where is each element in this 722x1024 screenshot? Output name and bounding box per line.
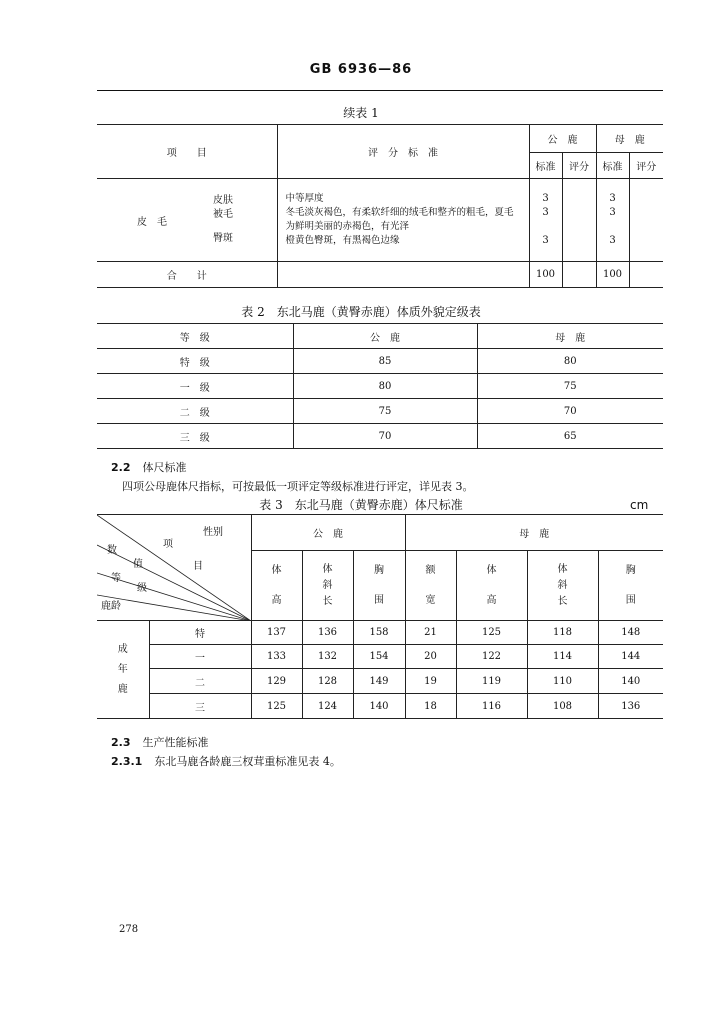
table2-female-value: 80 xyxy=(477,349,663,374)
table3-value: 125 xyxy=(251,694,302,719)
table1-value: 3 xyxy=(609,207,616,218)
table1-subitem: 皮肤 xyxy=(213,195,233,206)
table3-diagonal-header xyxy=(97,515,251,621)
table3-header-male: 公 鹿 xyxy=(251,515,405,551)
table1-female-score-cell xyxy=(629,179,663,262)
table3-value: 122 xyxy=(456,645,527,669)
diag-label: 数 xyxy=(107,545,117,556)
table3-value: 19 xyxy=(405,669,456,694)
table1-desc: 中等厚度 xyxy=(285,193,324,204)
table1-total-blank xyxy=(629,262,663,288)
table1-desc: 冬毛淡灰褐色，有柔软纤细的绒毛和整齐的粗毛，夏毛为鲜明美丽的赤褐色，有光泽 xyxy=(285,207,514,232)
table1-value: 3 xyxy=(609,193,616,204)
table1-total-label: 合 计 xyxy=(97,262,277,288)
section-title: 生产性能标准 xyxy=(142,736,209,749)
table1-male-std-cell xyxy=(529,179,562,262)
header-rule xyxy=(97,90,663,91)
table3-col-female-length: 体 斜 长 xyxy=(527,551,598,621)
table3-header-female: 母 鹿 xyxy=(405,515,663,551)
table1-value: 3 xyxy=(609,235,616,246)
table1-header-item: 项 目 xyxy=(97,125,277,179)
table3-value: 129 xyxy=(251,669,302,694)
table1-desc: 橙黄色臀斑，有黑褐色边缘 xyxy=(285,235,400,246)
table3-value: 132 xyxy=(302,645,353,669)
table3-value: 140 xyxy=(353,694,405,719)
table1-category-cell xyxy=(97,179,277,262)
table1-subheader: 标准 xyxy=(596,153,629,179)
table3-value: 108 xyxy=(527,694,598,719)
table3-col-female-height: 体 高 xyxy=(456,551,527,621)
table2-header-grade: 等 级 xyxy=(97,324,293,349)
table2-male-value: 85 xyxy=(293,349,477,374)
table3-value: 148 xyxy=(598,621,663,645)
table1-value: 3 xyxy=(542,207,549,218)
section-title: 体尺标准 xyxy=(142,461,187,474)
table1-value: 3 xyxy=(542,193,549,204)
table1-subheader: 评分 xyxy=(629,153,663,179)
table3-grade: 三 xyxy=(149,694,251,719)
table2-grade: 二 级 xyxy=(97,399,293,424)
table1-subitem: 被毛 xyxy=(213,209,233,220)
table1-category: 皮 毛 xyxy=(137,216,167,228)
table2-header-female: 母 鹿 xyxy=(477,324,663,349)
table1-subheader: 标准 xyxy=(529,153,562,179)
section-2-3-1-heading xyxy=(111,753,341,769)
table1-caption: 续表 1 xyxy=(343,106,379,120)
table3-unit: cm xyxy=(630,498,649,512)
table3-value: 136 xyxy=(598,694,663,719)
table2-female-value: 70 xyxy=(477,399,663,424)
diag-label: 级 xyxy=(137,583,147,594)
section-number: 2.3 xyxy=(111,736,131,749)
table2-grade: 一 级 xyxy=(97,374,293,399)
table3-value: 154 xyxy=(353,645,405,669)
table2-grade: 特 级 xyxy=(97,349,293,374)
section-2-2-paragraph: 四项公母鹿体尺指标，可按最低一项评定等级标准进行评定，详见表 3。 xyxy=(122,480,474,493)
table2-male-value: 70 xyxy=(293,424,477,449)
table3-value: 114 xyxy=(527,645,598,669)
table3-value: 144 xyxy=(598,645,663,669)
table1-desc-cell xyxy=(277,179,529,262)
table3-value: 125 xyxy=(456,621,527,645)
table3-col-female-chest: 胸 围 xyxy=(598,551,663,621)
table1 xyxy=(97,124,663,288)
table2-caption: 表 2 东北马鹿（黄臀赤鹿）体质外貌定级表 xyxy=(241,305,481,319)
table3-age-cell: 成 年 鹿 xyxy=(97,621,149,719)
diag-label: 值 xyxy=(133,559,143,570)
table3-value: 140 xyxy=(598,669,663,694)
section-number: 2.3.1 xyxy=(111,755,143,768)
table3-value: 118 xyxy=(527,621,598,645)
page-number: 278 xyxy=(119,924,139,935)
table3-value: 128 xyxy=(302,669,353,694)
table3-col-male-height: 体 高 xyxy=(251,551,302,621)
table3-value: 116 xyxy=(456,694,527,719)
diag-label: 鹿龄 xyxy=(101,601,121,612)
table1-value: 3 xyxy=(542,235,549,246)
table2-female-value: 65 xyxy=(477,424,663,449)
table3-value: 124 xyxy=(302,694,353,719)
document-header: GB 6936—86 xyxy=(309,62,413,77)
table1-female-std-cell xyxy=(596,179,629,262)
table1-total-female: 100 xyxy=(596,262,629,288)
table3-grade: 二 xyxy=(149,669,251,694)
table1-total-blank xyxy=(562,262,596,288)
section-text: 东北马鹿各龄鹿三杈茸重标准见表 4。 xyxy=(154,755,341,768)
table3-value: 119 xyxy=(456,669,527,694)
section-number: 2.2 xyxy=(111,461,131,474)
table1-header-female: 母 鹿 xyxy=(596,125,663,153)
table3-value: 20 xyxy=(405,645,456,669)
section-2-3-heading xyxy=(111,734,209,750)
table3-value: 149 xyxy=(353,669,405,694)
diag-label: 等 xyxy=(111,573,121,584)
table3-col-male-chest: 胸 围 xyxy=(353,551,405,621)
table1-header-standard: 评 分 标 准 xyxy=(277,125,529,179)
table2-header-male: 公 鹿 xyxy=(293,324,477,349)
table2-female-value: 75 xyxy=(477,374,663,399)
table1-male-score-cell xyxy=(562,179,596,262)
table2 xyxy=(97,323,663,449)
table3-value: 18 xyxy=(405,694,456,719)
table2-grade: 三 级 xyxy=(97,424,293,449)
table1-total-blank xyxy=(277,262,529,288)
table3-col-female-forehead: 额 宽 xyxy=(405,551,456,621)
table3-value: 110 xyxy=(527,669,598,694)
table1-header-male: 公 鹿 xyxy=(529,125,596,153)
table3-value: 133 xyxy=(251,645,302,669)
table3-value: 21 xyxy=(405,621,456,645)
table3-grade: 特 xyxy=(149,621,251,645)
diag-label: 目 xyxy=(193,561,203,572)
table3-grade: 一 xyxy=(149,645,251,669)
table3-value: 137 xyxy=(251,621,302,645)
table3-col-male-length: 体 斜 长 xyxy=(302,551,353,621)
table1-subheader: 评分 xyxy=(562,153,596,179)
table1-subitem: 臀斑 xyxy=(213,233,233,244)
table3 xyxy=(97,514,663,719)
table2-male-value: 75 xyxy=(293,399,477,424)
diag-label: 项 xyxy=(163,539,173,550)
table3-value: 158 xyxy=(353,621,405,645)
section-2-2-heading xyxy=(111,459,187,475)
diag-label: 性别 xyxy=(203,527,223,538)
table1-total-male: 100 xyxy=(529,262,562,288)
table2-male-value: 80 xyxy=(293,374,477,399)
table3-value: 136 xyxy=(302,621,353,645)
table3-caption: 表 3 东北马鹿（黄臀赤鹿）体尺标准 xyxy=(259,498,463,512)
